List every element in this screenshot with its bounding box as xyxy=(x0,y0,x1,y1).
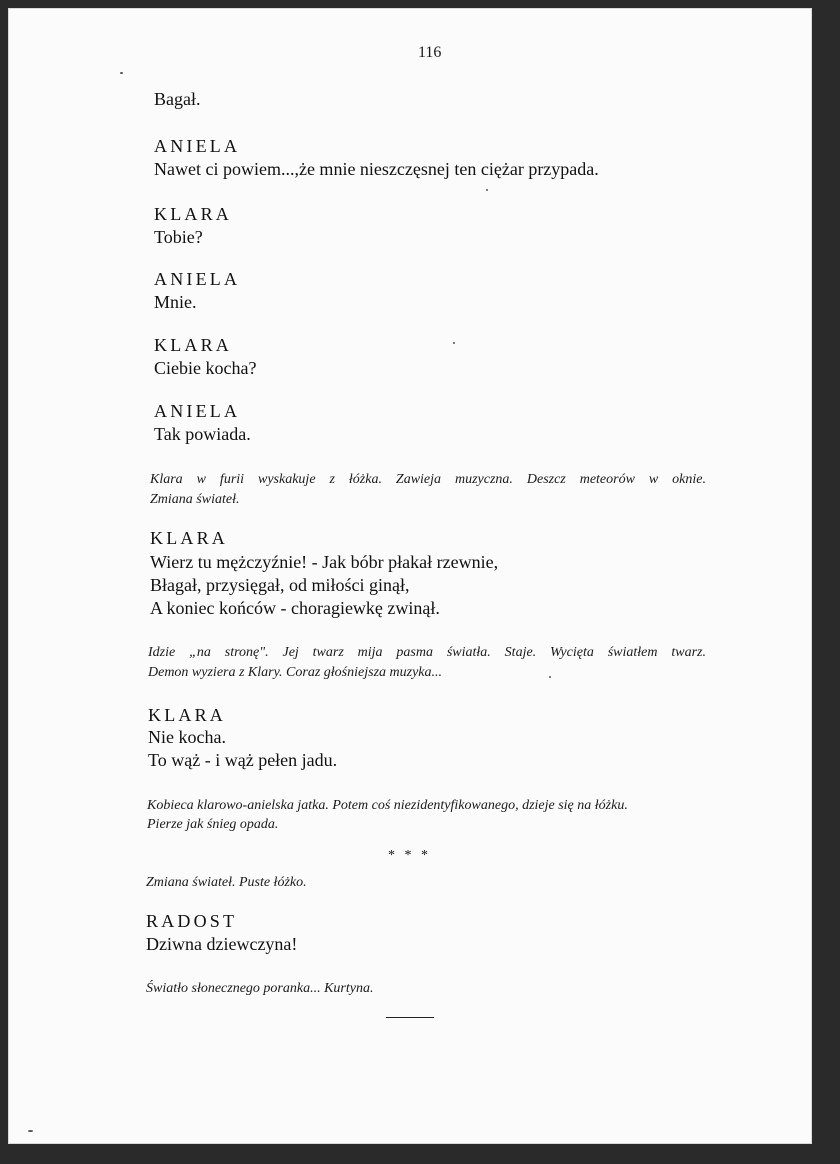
speaker-name: KLARA xyxy=(154,204,232,224)
stage-direction: Kobieca klarowo-anielska jatka. Potem coś niezidentyfikowanego, dzieje się na łóżku. xyxy=(147,798,628,813)
stage-direction: Pierze jak śnieg opada. xyxy=(147,817,279,832)
dialogue-line: Ciebie kocha? xyxy=(154,358,257,378)
speaker-name: RADOST xyxy=(146,911,238,931)
dialogue-line: Dziwna dziewczyna! xyxy=(146,934,298,954)
stage-direction: Światło słonecznego poranka... Kurtyna. xyxy=(146,981,374,996)
speaker-name: KLARA xyxy=(150,528,228,548)
speaker-name: ANIELA xyxy=(154,136,241,156)
dialogue-line: To wąż - i wąż pełen jadu. xyxy=(148,750,338,770)
dialogue-line: Nawet ci powiem...,że mnie nieszczęsnej ten ciężar przypada. xyxy=(154,159,599,179)
stage-direction: Demon wyziera z Klary. Coraz głośniejsza muzyka... xyxy=(148,665,442,680)
end-rule xyxy=(386,1017,434,1018)
speaker-name: ANIELA xyxy=(154,269,241,289)
verse-line: A koniec końców - choragiewkę zwinął. xyxy=(150,598,440,618)
dialogue-line: Bagał. xyxy=(154,89,201,109)
scan-speck xyxy=(28,1130,33,1132)
stage-direction: Klara w furii wyskakuje z łóżka. Zawieja muzyczna. Deszcz meteorów w oknie. xyxy=(150,472,706,487)
scan-speck xyxy=(120,72,123,74)
dialogue-line: Mnie. xyxy=(154,292,197,312)
scan-speck xyxy=(486,189,488,191)
verse-line: Wierz tu mężczyźnie! - Jak bóbr płakał rzewnie, xyxy=(150,552,499,572)
page-number: 116 xyxy=(418,44,442,61)
stage-direction: Zmiana świateł. xyxy=(150,492,240,507)
scan-speck xyxy=(549,676,551,678)
dialogue-line: Tobie? xyxy=(154,227,203,247)
speaker-name: KLARA xyxy=(154,335,232,355)
scan-speck xyxy=(453,342,455,344)
stage-direction: Idzie „na stronę". Jej twarz mija pasma światła. Staje. Wycięta światłem twarz. xyxy=(148,645,706,660)
verse-line: Błagał, przysięgał, od miłości ginął, xyxy=(150,575,410,595)
speaker-name: ANIELA xyxy=(154,401,241,421)
stage-direction: Zmiana świateł. Puste łóżko. xyxy=(146,875,307,890)
dialogue-line: Nie kocha. xyxy=(148,727,226,747)
scene-break: * * * xyxy=(388,848,431,863)
speaker-name: KLARA xyxy=(148,705,226,725)
dialogue-line: Tak powiada. xyxy=(154,424,251,444)
